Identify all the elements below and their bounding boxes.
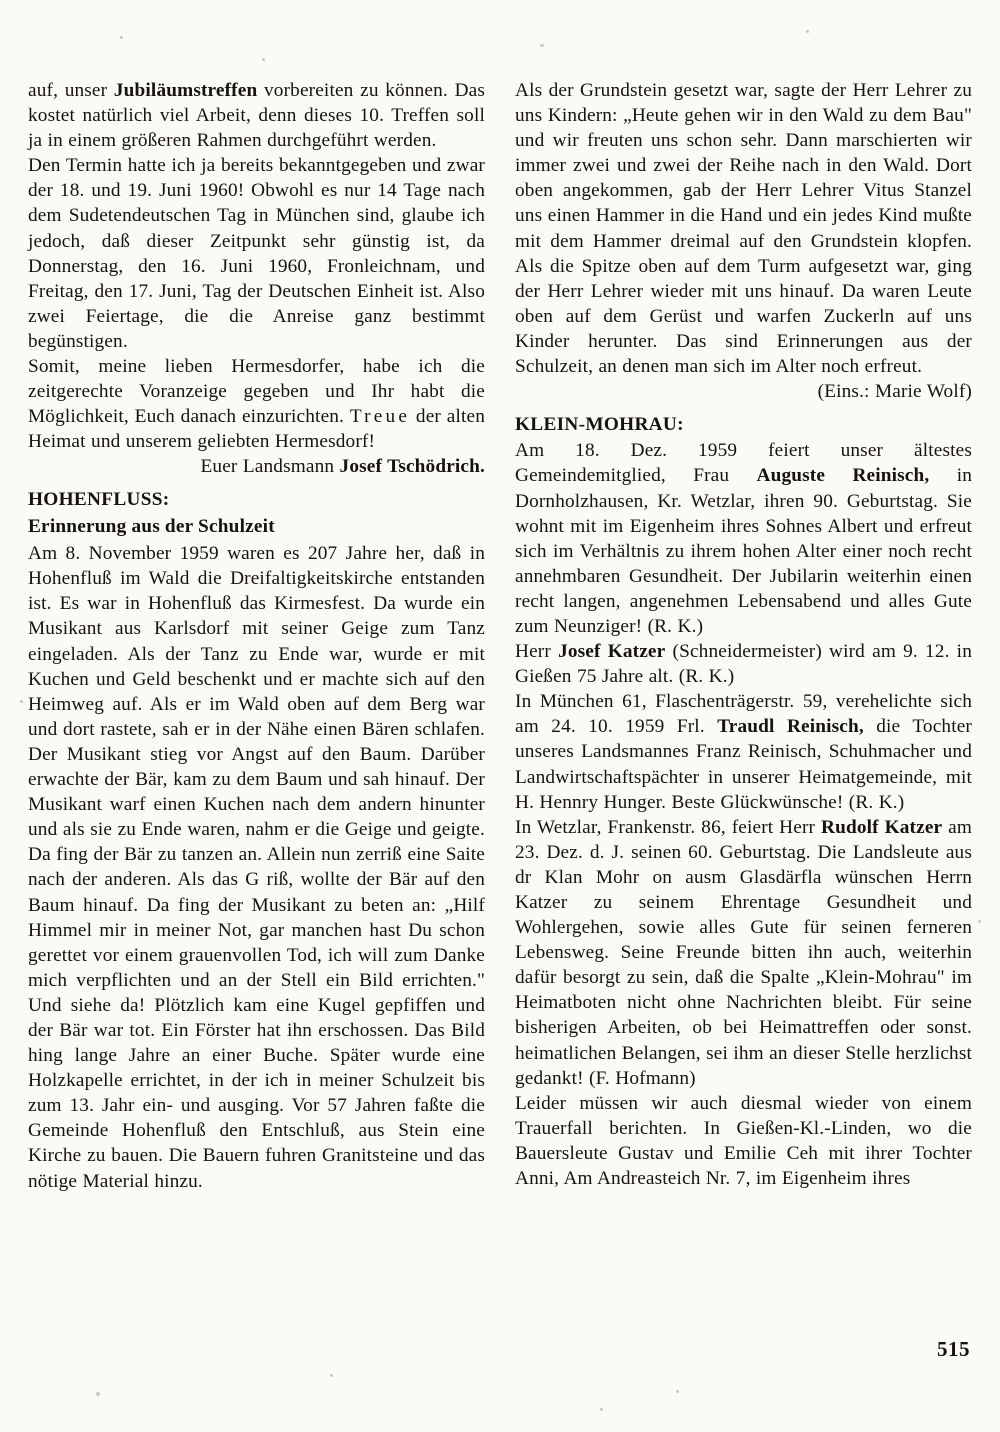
person-name-rudolf-katzer: Rudolf Katzer bbox=[821, 816, 943, 838]
section-heading-klein-mohrau: KLEIN-MOHRAU: bbox=[515, 413, 684, 435]
person-name-josef-katzer: Josef Katzer bbox=[558, 641, 666, 663]
spaced-word-treue: Treue bbox=[349, 406, 411, 428]
section-heading-hohenfluss: HOHENFLUSS: bbox=[28, 489, 170, 510]
text-pre: Am 18. Dez. 1959 feiert unser ältestes Gemeindemitglied, Frau bbox=[515, 440, 972, 487]
text-pre: Herr bbox=[515, 641, 559, 663]
text-post: in Dornholzhausen, Kr. Wetzlar, ihren 90. Geburtstag. Sie wohnt mit im Eigenheim ihres Sohnes Albert und erfreut sich im Verhältnis zu ihrem hohen Alter einer noch recht annehmbaren Gesundheit. Der Jubilarin weiterhin einen recht langen, angenehmen Lebensabend und alles Gute zum Neunziger! (R. K.) bbox=[515, 465, 972, 637]
person-name-auguste-reinisch: Auguste Reinisch, bbox=[756, 465, 930, 487]
scan-speck bbox=[96, 1392, 100, 1396]
two-column-layout bbox=[28, 78, 972, 1194]
text-pre: In München 61, Flaschenträgerstr. 59, verehelichte sich am 24. 10. 1959 Frl. bbox=[515, 691, 972, 738]
paragraph-traudl-reinisch bbox=[515, 689, 972, 814]
paragraph-rudolf-katzer bbox=[515, 815, 972, 1091]
scan-speck bbox=[676, 1390, 679, 1393]
scan-speck bbox=[806, 30, 809, 33]
scan-speck bbox=[262, 58, 265, 61]
article-body-hohenfluss: Am 8. November 1959 waren es 207 Jahre her, daß in Hohenfluß im Wald die Dreifaltigkeitskirche entstanden ist. Es war in Hohenfluß das Kirmesfest. Da wurde ein Musikant aus Karlsdorf mit seiner Geige zum Tanz eingeladen. Als der Tanz zu Ende war, wurde er mit Kuchen und Geld beschenkt und er machte sich auf den Heimweg auf. Als er im Wald oben auf dem Berg war und dort rastete, sah er in der Nähe einen Bären schlafen. Der Musikant stieg vor Angst auf den Baum. Darüber erwachte der Bär, kam zu dem Baum und sah hinauf. Der Musikant warf einen Kuchen nach dem andern hinunter und als sie zu Ende waren, nahm er die Geige und geigte. Da fing der Bär zu tanzen an. Allein nun zerriß eine Saite nach der anderen. Als das G riß, wollte der Bär auf den Baum hinauf. Da fing der Musikant zu beten an: „Hilf Himmel mir in meiner Not, gar manchen hast Du schon gerettet vor einem grauenvollen Tod, ich will zum Danke mich verpflichten und an der Stell ein Bild errichten." Und siehe da! Plötzlich kam eine Kugel gepfiffen und der Bär war tot. Ein Förster hat ihn erschossen. Das Bild hing lange Jahre an einer Buche. Später wurde eine Holzkapelle errichtet, in der ich in meiner Schulzeit bis zum 13. Jahr ein- und ausging. Vor 57 Jahren faßte die Gemeinde Hohenfluß den Entschluß, aus Stein eine Kirche zu bauen. Die Bauern fuhren Granitsteine und das nötige Material hinzu. bbox=[28, 543, 485, 1192]
left-column bbox=[28, 78, 485, 1194]
scan-speck bbox=[540, 44, 544, 47]
scan-speck bbox=[600, 1408, 603, 1411]
signature-line bbox=[28, 454, 485, 480]
scan-speck bbox=[978, 920, 981, 923]
paragraph-termin: Den Termin hatte ich ja bereits bekanntgegeben und zwar der 18. und 19. Juni 1960! Obwohl es nur 14 Tage nach dem Sudetendeutschen Tag in München sind, glaube ich jedoch, daß dieser Zeitpunkt sehr günstig ist, da Donnerstag, den 16. Juni 1960, Fronleichnam, und Freitag, den 17. Juni, Tag der Deutschen Einheit ist. Also zwei Feiertage, die die Anreise ganz bestimmt begünstigen. bbox=[28, 155, 485, 352]
text-post: am 23. Dez. d. J. seinen 60. Geburtstag. Die Landsleute aus dr Klan Mohr on ausm Glasdärfla wünschen Herrn Katzer zu seinem Ehrentage Gesundheit und Wohlergehen, sowie alles Gute für seinen ferneren Lebensweg. Seine Freunde bitten ihn auch, weiterhin dafür besorgt zu sein, daß die Spalte „Klein-Mohrau" im Heimatboten nicht ohne Nachrichten bleibt. Für seine bisherigen Arbeiten, ob bei Heimattreffen oder sonst. heimatlichen Belangen, sei ihm an dieser Stelle herzlichst gedankt! (F. Hofmann) bbox=[515, 816, 972, 1089]
credit-marie-wolf: (Eins.: Marie Wolf) bbox=[817, 381, 972, 403]
paragraph-jubilaeumstreffen: auf, unser Jubiläumstreffen vorbereiten zu können. Das kostet natürlich viel Arbeit, denn dieses 10. Treffen soll ja in einem größeren Rahmen durchgeführt werden. bbox=[28, 80, 485, 152]
scan-speck bbox=[330, 1374, 333, 1377]
signature-prefix: Euer Landsmann bbox=[200, 456, 340, 478]
scan-speck bbox=[20, 700, 23, 703]
page-number: 515 bbox=[937, 1337, 970, 1361]
paragraph-auguste-reinisch bbox=[515, 438, 972, 639]
person-name-traudl-reinisch: Traudl Reinisch, bbox=[717, 716, 864, 738]
paragraph-trauerfall: Leider müssen wir auch diesmal wieder von einem Trauerfall berichten. In Gießen-Kl.-Linden, wo die Bauersleute Gustav und Emilie Ceh mit ihrer Tochter Anni, Am Andreasteich Nr. 7, im Eigenheim ihres bbox=[515, 1092, 972, 1190]
right-column bbox=[515, 78, 972, 1194]
text-pre: In Wetzlar, Frankenstr. 86, feiert Herr bbox=[515, 816, 822, 838]
article-heading-schulzeit: Erinnerung aus der Schulzeit bbox=[28, 515, 275, 537]
paragraph-voranzeige: Somit, meine lieben Hermesdorfer, habe ich die zeitgerechte Voranzeige gegeben und Ihr habt die Möglichkeit, Euch danach einzurichten. Treue der alten Heimat und unserem geliebten Hermesdorf! bbox=[28, 356, 486, 453]
signature-name: Josef Tschödrich. bbox=[339, 456, 485, 478]
paragraph-grundstein: Als der Grundstein gesetzt war, sagte der Herr Lehrer zu uns Kindern: „Heute gehen wir in den Wald zu dem Bau" und wir freuten uns schon sehr. Dann marschierten wir immer zwei und zwei der Reihe nach in den Wald. Dort oben angekommen, gab der Herr Lehrer Vitus Stanzel uns einen Hammer in die Hand und ein jedes Kind mußte mit dem Hammer dreimal auf den Grundstein klopfen. Als die Spitze oben auf dem Turm aufgesetzt war, ging der Herr Lehrer wieder mit uns hinauf. Da waren Leute oben auf dem Gerüst und warfen Zuckerln auf uns Kinder herunter. Das sind Erinnerungen aus der Schulzeit, an denen man sich im Alter noch erfreut. bbox=[515, 80, 972, 378]
text-post: die Tochter unseres Landsmannes Franz Reinisch, Schuhmacher und Landwirtschaftspächter in unserer Heimatgemeinde, mit H. Hennry Hunger. Beste Glückwünsche! (R. K.) bbox=[515, 716, 972, 813]
scan-speck bbox=[120, 36, 123, 39]
text-post: (Schneidermeister) wird am 9. 12. in Gießen 75 Jahre alt. (R. K.) bbox=[515, 641, 972, 688]
bold-jubilaeumstreffen: Jubiläumstreffen bbox=[113, 80, 258, 101]
paragraph-josef-katzer bbox=[515, 639, 972, 689]
